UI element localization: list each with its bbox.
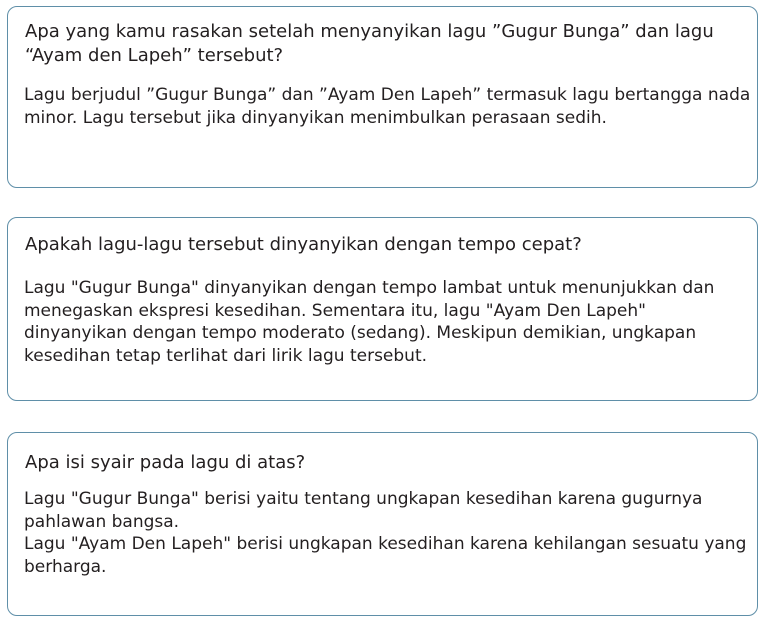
answer-text: Lagu "Gugur Bunga" dinyanyikan dengan tempo lambat untuk menunjukkan dan menegaskan ekspresi kesedihan. Sementara itu, lagu "Ayam Den Lapeh" dinyanyikan dengan tempo moderato (sedang). Meskipun demikian, ungkapan kesedihan tetap terlihat dari lirik lagu tersebut. xyxy=(24,278,715,366)
question-text: Apa isi syair pada lagu di atas? xyxy=(25,452,306,473)
answer-line: Lagu "Gugur Bunga" berisi yaitu tentang ungkapan kesedihan karena gugurnya pahlawan bangsa. xyxy=(24,489,703,532)
question-text: Apakah lagu-lagu tersebut dinyanyikan dengan tempo cepat? xyxy=(25,234,582,255)
answer-text xyxy=(24,488,751,578)
qa-card-2 xyxy=(7,217,758,401)
qa-card-3 xyxy=(7,432,758,616)
answer-text: Lagu berjudul ”Gugur Bunga” dan ”Ayam Den Lapeh” termasuk lagu bertangga nada minor. Lagu tersebut jika dinyanyikan menimbulkan perasaan sedih. xyxy=(24,85,751,128)
question-text: Apa yang kamu rasakan setelah menyanyikan lagu ”Gugur Bunga” dan lagu “Ayam den Lapeh” tersebut? xyxy=(25,21,714,66)
answer-line: Lagu "Ayam Den Lapeh" berisi ungkapan kesedihan karena kehilangan sesuatu yang berharga. xyxy=(24,534,747,577)
qa-card-1 xyxy=(7,6,758,188)
